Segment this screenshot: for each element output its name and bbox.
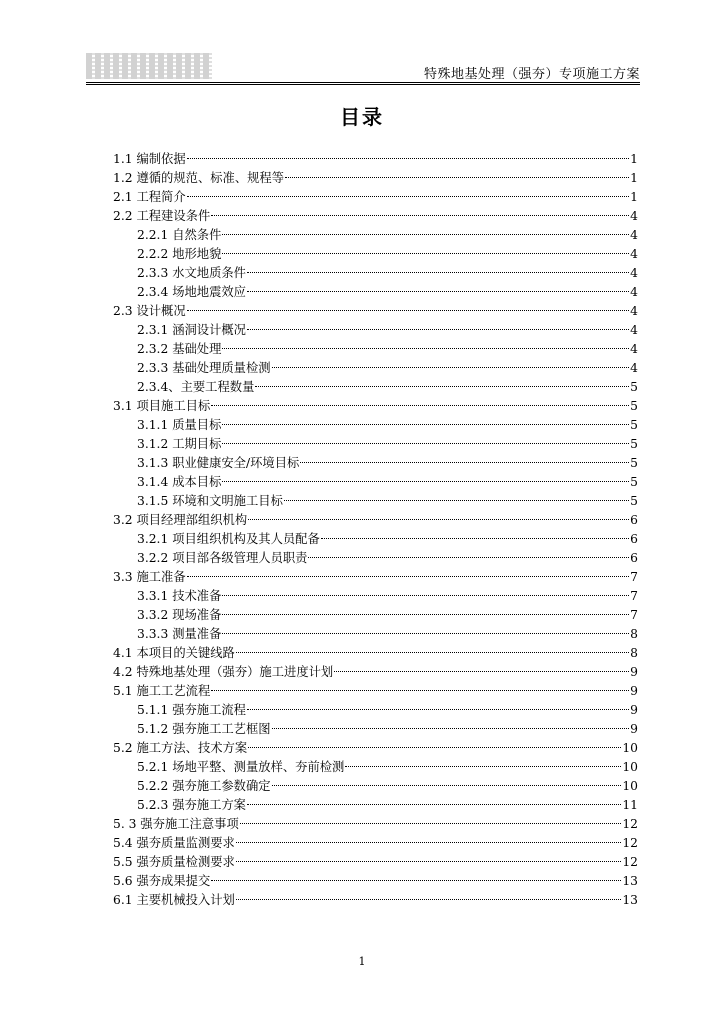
toc-entry[interactable]	[113, 359, 638, 378]
toc-entry[interactable]	[113, 283, 638, 302]
toc-leader-dots	[321, 538, 629, 539]
toc-entry-title: 2.3.3 水文地质条件	[137, 266, 246, 280]
toc-leader-dots	[222, 348, 629, 349]
toc-entry[interactable]	[113, 169, 638, 188]
toc-leader-dots	[272, 367, 630, 368]
toc-entry-title: 5.2 施工方法、技术方案	[113, 741, 248, 755]
toc-leader-dots	[222, 443, 629, 444]
toc-entry-page: 1	[630, 171, 638, 185]
toc-leader-dots	[222, 253, 629, 254]
header-divider	[86, 82, 640, 85]
toc-entry[interactable]	[113, 663, 638, 682]
toc-leader-dots	[345, 766, 621, 767]
toc-entry-title: 5.6 强夯成果提交	[113, 874, 211, 888]
toc-entry-page: 7	[630, 570, 638, 584]
toc-entry-page: 6	[630, 532, 638, 546]
toc-leader-dots	[187, 158, 630, 159]
toc-entry-page: 12	[622, 836, 638, 850]
toc-entry[interactable]	[113, 853, 638, 872]
toc-entry-title: 2.1 工程简介	[113, 190, 186, 204]
toc-entry-title: 4.2 特殊地基处理（强夯）施工进度计划	[113, 665, 334, 679]
toc-entry-title: 5.2.2 强夯施工参数确定	[137, 779, 271, 793]
toc-entry[interactable]	[113, 549, 638, 568]
toc-leader-dots	[247, 272, 629, 273]
toc-entry-page: 5	[630, 456, 638, 470]
toc-entry-page: 4	[630, 304, 638, 318]
toc-entry[interactable]	[113, 397, 638, 416]
toc-leader-dots	[222, 424, 629, 425]
toc-entry-title: 4.1 本项目的关键线路	[113, 646, 235, 660]
toc-entry-page: 9	[630, 703, 638, 717]
toc-entry[interactable]	[113, 872, 638, 891]
toc-entry-title: 3.3 施工准备	[113, 570, 186, 584]
toc-leader-dots	[240, 823, 622, 824]
toc-entry[interactable]	[113, 302, 638, 321]
toc-entry[interactable]	[113, 834, 638, 853]
toc-entry-page: 8	[630, 627, 638, 641]
toc-leader-dots	[211, 690, 629, 691]
toc-entry-title: 2.3 设计概况	[113, 304, 186, 318]
toc-leader-dots	[222, 595, 629, 596]
toc-entry-title: 3.2.1 项目组织机构及其人员配备	[137, 532, 320, 546]
toc-entry[interactable]	[113, 492, 638, 511]
toc-entry-page: 12	[622, 817, 638, 831]
toc-entry-page: 11	[622, 798, 638, 812]
toc-entry[interactable]	[113, 340, 638, 359]
toc-entry-page: 5	[630, 475, 638, 489]
toc-leader-dots	[248, 519, 629, 520]
toc-entry[interactable]	[113, 815, 638, 834]
toc-leader-dots	[272, 728, 630, 729]
toc-entry-title: 5.5 强夯质量检测要求	[113, 855, 235, 869]
toc-entry-page: 5	[630, 418, 638, 432]
toc-leader-dots	[187, 310, 630, 311]
header-doc-title: 特殊地基处理（强夯）专项施工方案	[423, 67, 640, 82]
toc-leader-dots	[236, 861, 622, 862]
toc-entry-page: 4	[630, 247, 638, 261]
toc-entry-title: 5.1 施工工艺流程	[113, 684, 211, 698]
toc-entry-title: 2.3.2 基础处理	[137, 342, 222, 356]
toc-entry-title: 2.3.1 涵洞设计概况	[137, 323, 246, 337]
toc-entry-page: 4	[630, 266, 638, 280]
toc-leader-dots	[222, 614, 629, 615]
toc-entry[interactable]	[113, 150, 638, 169]
toc-entry-page: 9	[630, 665, 638, 679]
toc-entry[interactable]	[113, 777, 638, 796]
toc-leader-dots	[236, 842, 622, 843]
toc-leader-dots	[236, 652, 629, 653]
toc-entry[interactable]	[113, 226, 638, 245]
toc-entry-title: 3.1.4 成本目标	[137, 475, 222, 489]
toc-entry-title: 5.1.1 强夯施工流程	[137, 703, 246, 717]
toc-entry-page: 1	[630, 152, 638, 166]
toc-entry[interactable]	[113, 416, 638, 435]
toc-entry-title: 6.1 主要机械投入计划	[113, 893, 235, 907]
toc-entry-page: 4	[630, 323, 638, 337]
toc-entry[interactable]	[113, 758, 638, 777]
toc-entry-title: 3.3.1 技术准备	[137, 589, 222, 603]
toc-entry-title: 5.2.3 强夯施工方案	[137, 798, 246, 812]
toc-entry[interactable]	[113, 454, 638, 473]
toc-leader-dots	[247, 291, 629, 292]
toc-leader-dots	[187, 196, 630, 197]
toc-entry-title: 1.2 遵循的规范、标准、规程等	[113, 171, 285, 185]
toc-entry-page: 7	[630, 608, 638, 622]
toc-entry-page: 4	[630, 285, 638, 299]
toc-entry[interactable]	[113, 701, 638, 720]
toc-leader-dots	[222, 633, 629, 634]
toc-entry[interactable]	[113, 606, 638, 625]
toc-entry-page: 12	[622, 855, 638, 869]
toc-entry-page: 5	[630, 399, 638, 413]
toc-entry-title: 3.1 项目施工目标	[113, 399, 211, 413]
toc-entry-page: 4	[630, 342, 638, 356]
toc-entry[interactable]	[113, 511, 638, 530]
toc-leader-dots	[300, 462, 629, 463]
company-logo	[86, 53, 212, 79]
toc-entry-title: 2.3.4 场地地震效应	[137, 285, 246, 299]
toc-entry-title: 3.1.1 质量目标	[137, 418, 222, 432]
toc-entry-title: 1.1 编制依据	[113, 152, 186, 166]
toc-leader-dots	[211, 405, 629, 406]
toc-entry[interactable]	[113, 188, 638, 207]
toc-entry[interactable]	[113, 644, 638, 663]
toc-entry-title: 3.1.2 工期目标	[137, 437, 222, 451]
toc-entry-page: 6	[630, 513, 638, 527]
toc-leader-dots	[187, 576, 630, 577]
toc-entry-page: 10	[622, 779, 638, 793]
toc-entry-page: 4	[630, 361, 638, 375]
page-title: 目录	[340, 105, 384, 129]
toc-entry[interactable]	[113, 891, 638, 910]
toc-entry-title: 3.2 项目经理部组织机构	[113, 513, 248, 527]
toc-entry-title: 5.1.2 强夯施工工艺框图	[137, 722, 271, 736]
toc-leader-dots	[272, 785, 622, 786]
toc-entry[interactable]	[113, 245, 638, 264]
table-of-contents	[113, 150, 638, 910]
toc-entry-title: 2.3.3 基础处理质量检测	[137, 361, 271, 375]
toc-entry-page: 10	[622, 760, 638, 774]
toc-leader-dots	[211, 880, 621, 881]
toc-entry-title: 3.3.2 现场准备	[137, 608, 222, 622]
toc-entry-page: 9	[630, 684, 638, 698]
toc-entry[interactable]	[113, 720, 638, 739]
toc-entry-title: 2.3.4、主要工程数量	[137, 380, 255, 394]
toc-entry[interactable]	[113, 207, 638, 226]
toc-entry-page: 13	[622, 893, 638, 907]
toc-entry-page: 5	[630, 380, 638, 394]
toc-entry-page: 4	[630, 209, 638, 223]
toc-entry-page: 7	[630, 589, 638, 603]
toc-entry-page: 10	[622, 741, 638, 755]
toc-entry[interactable]	[113, 321, 638, 340]
toc-entry[interactable]	[113, 530, 638, 549]
toc-entry-page: 13	[622, 874, 638, 888]
toc-leader-dots	[222, 234, 629, 235]
toc-entry-page: 5	[630, 437, 638, 451]
toc-entry[interactable]	[113, 739, 638, 758]
toc-entry-page: 4	[630, 228, 638, 242]
toc-entry[interactable]	[113, 378, 638, 397]
toc-entry-page: 8	[630, 646, 638, 660]
toc-leader-dots	[285, 177, 629, 178]
toc-leader-dots	[247, 804, 621, 805]
toc-entry-title: 3.1.5 环境和文明施工目标	[137, 494, 283, 508]
toc-entry[interactable]	[113, 568, 638, 587]
toc-entry-title: 3.3.3 测量准备	[137, 627, 222, 641]
toc-leader-dots	[236, 899, 622, 900]
toc-entry-page: 1	[630, 190, 638, 204]
toc-entry[interactable]	[113, 473, 638, 492]
toc-leader-dots	[334, 671, 629, 672]
toc-entry-page: 5	[630, 494, 638, 508]
toc-entry[interactable]	[113, 796, 638, 815]
toc-leader-dots	[247, 709, 629, 710]
toc-entry-title: 2.2.2 地形地貌	[137, 247, 222, 261]
toc-entry-page: 9	[630, 722, 638, 736]
toc-entry-title: 2.2.1 自然条件	[137, 228, 222, 242]
toc-entry-title: 5. 3 强夯施工注意事项	[113, 817, 239, 831]
toc-leader-dots	[211, 215, 629, 216]
toc-entry-title: 5.2.1 场地平整、测量放样、夯前检测	[137, 760, 345, 774]
toc-leader-dots	[308, 557, 629, 558]
toc-entry-title: 3.1.3 职业健康安全/环境目标	[137, 456, 300, 470]
toc-entry-title: 3.2.2 项目部各级管理人员职责	[137, 551, 308, 565]
toc-entry[interactable]	[113, 682, 638, 701]
toc-leader-dots	[255, 386, 629, 387]
toc-entry-title: 2.2 工程建设条件	[113, 209, 211, 223]
toc-leader-dots	[222, 481, 629, 482]
toc-entry[interactable]	[113, 587, 638, 606]
toc-leader-dots	[247, 329, 629, 330]
toc-entry[interactable]	[113, 435, 638, 454]
footer-page-number: 1	[358, 955, 366, 968]
toc-entry-title: 5.4 强夯质量监测要求	[113, 836, 235, 850]
toc-leader-dots	[284, 500, 629, 501]
toc-entry[interactable]	[113, 625, 638, 644]
toc-entry-page: 6	[630, 551, 638, 565]
toc-leader-dots	[248, 747, 621, 748]
toc-entry[interactable]	[113, 264, 638, 283]
